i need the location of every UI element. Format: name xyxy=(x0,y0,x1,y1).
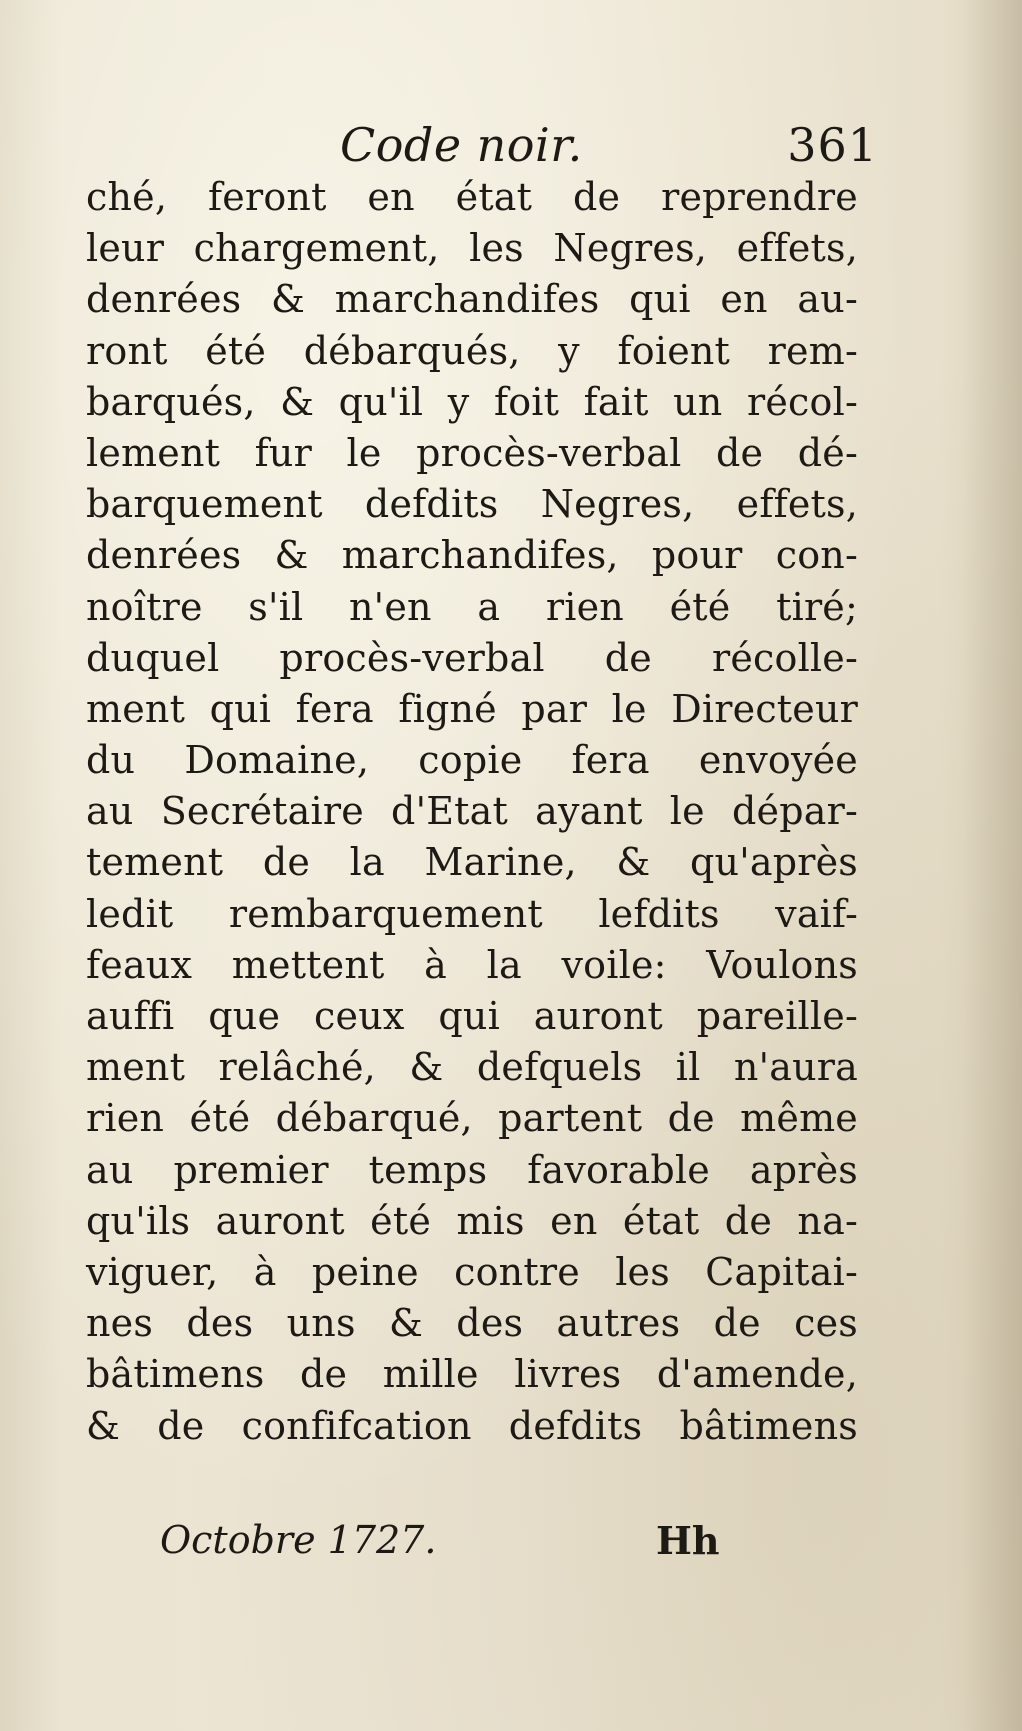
signature-mark: Hh xyxy=(656,1518,720,1563)
text-line: du Domaine, copie fera envoyée xyxy=(86,738,858,783)
text-line: qu'ils auront été mis en état de na- xyxy=(86,1198,858,1243)
text-line: rien été débarqué, partent de même xyxy=(86,1096,858,1141)
text-line: leur chargement, les Negres, effets, xyxy=(86,226,858,271)
text-line: ment relâché, & defquels il n'aura xyxy=(86,1045,858,1090)
text-line: feaux mettent à la voile: Voulons xyxy=(86,942,858,987)
text-line: auffi que ceux qui auront pareille- xyxy=(86,994,858,1038)
running-head-title: Code noir. xyxy=(340,118,583,172)
text-line: barquement defdits Negres, effets, xyxy=(86,482,858,527)
text-line: tement de la Marine, & qu'après xyxy=(86,840,858,885)
text-line: au Secrétaire d'Etat ayant le dépar- xyxy=(86,789,858,834)
text-line: barqués, & qu'il y foit fait un récol- xyxy=(86,379,858,424)
text-line: ledit rembarquement lefdits vaif- xyxy=(86,891,858,936)
text-line: duquel procès-verbal de récolle- xyxy=(86,635,858,680)
text-line: au premier temps favorable après xyxy=(86,1147,858,1192)
text-line: denrées & marchandifes, pour con- xyxy=(86,533,858,578)
text-line: ché, feront en état de reprendre xyxy=(86,175,858,219)
footer-date: Octobre 1727. xyxy=(160,1518,437,1562)
text-line: noître s'il n'en a rien été tiré; xyxy=(86,584,858,629)
text-line: bâtimens de mille livres d'amende, xyxy=(86,1352,858,1397)
text-line: ront été débarqués, y foient rem- xyxy=(86,328,858,373)
body-text xyxy=(86,172,858,1452)
text-line: ment qui fera figné par le Directeur xyxy=(86,686,858,731)
text-line: & de confifcation defdits bâtimens xyxy=(86,1403,858,1448)
text-line: viguer, à peine contre les Capitai- xyxy=(86,1249,858,1294)
page-footer xyxy=(86,1518,858,1578)
text-line: nes des uns & des autres de ces xyxy=(86,1301,858,1346)
text-line: denrées & marchandifes qui en au- xyxy=(86,277,858,322)
text-line: lement fur le procès-verbal de dé- xyxy=(86,430,858,475)
page-number: 361 xyxy=(787,118,878,172)
